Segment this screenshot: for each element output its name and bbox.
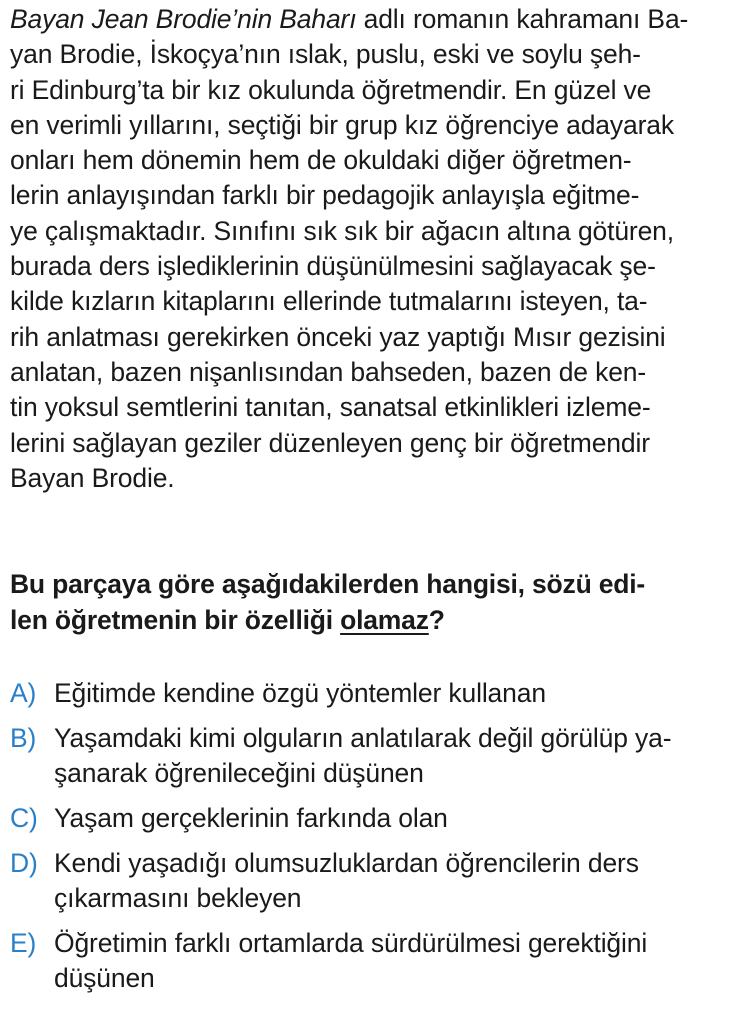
negation-word: olamaz <box>340 604 429 635</box>
passage-line: burada ders işlediklerinin düşünülmesini sağlayacak şe- <box>10 251 656 282</box>
option-letter: C) <box>10 803 38 833</box>
passage-line: anlatan, bazen nişanlısından bahseden, bazen de ken- <box>10 356 647 387</box>
option-text: Yaşamdaki kimi olguların anlatılarak değil görülüp ya- şanarak öğrenileceğini düşünen <box>54 723 672 788</box>
option-letter: B) <box>10 723 37 753</box>
reading-passage <box>10 2 740 496</box>
option-e[interactable] <box>10 926 740 996</box>
answer-options <box>10 676 740 1006</box>
passage-line: en verimli yıllarını, seçtiği bir grup kız öğrenciye adayarak <box>10 109 674 140</box>
option-letter: E) <box>10 928 37 958</box>
passage-line: Bayan Brodie. <box>10 462 175 493</box>
question-line: len öğretmenin bir özelliği olamaz? <box>10 604 445 635</box>
novel-title: Bayan Jean Brodie’nin Baharı <box>10 4 357 34</box>
passage-line: tin yoksul semtlerini tanıtan, sanatsal etkinlikleri izleme- <box>10 392 651 423</box>
option-letter: D) <box>10 848 38 878</box>
passage-line: yan Brodie, İskoçya’nın ıslak, puslu, eski ve soylu şeh- <box>10 39 641 70</box>
option-letter: A) <box>10 678 37 708</box>
passage-line: onları hem dönemin hem de okuldaki diğer öğretmen- <box>10 145 632 176</box>
option-b[interactable] <box>10 721 740 791</box>
option-text: Yaşam gerçeklerinin farkında olan <box>54 803 448 833</box>
option-text: Öğretimin farklı ortamlarda sürdürülmesi gerektiğini düşünen <box>54 928 648 993</box>
question-stem <box>10 567 740 638</box>
passage-line: rih anlatması gerekirken önceki yaz yaptığı Mısır gezisini <box>10 321 666 352</box>
passage-line: Bayan Jean Brodie’nin Baharı adlı romanın kahramanı Ba- <box>10 4 689 34</box>
option-a[interactable] <box>10 676 740 711</box>
passage-line: ye çalışmaktadır. Sınıfını sık sık bir ağacın altına götüren, <box>10 215 674 246</box>
passage-line: lerin anlayışından farklı bir pedagojik anlayışla eğitme- <box>10 180 640 211</box>
passage-line: lerini sağlayan geziler düzenleyen genç bir öğretmendir <box>10 427 650 458</box>
passage-line: kilde kızların kitaplarını ellerinde tutmalarını isteyen, ta- <box>10 286 648 317</box>
option-d[interactable] <box>10 846 740 916</box>
option-text: Kendi yaşadığı olumsuzluklardan öğrencilerin ders çıkarmasını bekleyen <box>54 848 639 913</box>
question-line: Bu parçaya göre aşağıdakilerden hangisi, sözü edi- <box>10 569 646 599</box>
passage-line: ri Edinburg’ta bir kız okulunda öğretmendir. En güzel ve <box>10 74 652 105</box>
option-text: Eğitimde kendine özgü yöntemler kullanan <box>54 678 546 708</box>
option-c[interactable] <box>10 801 740 836</box>
